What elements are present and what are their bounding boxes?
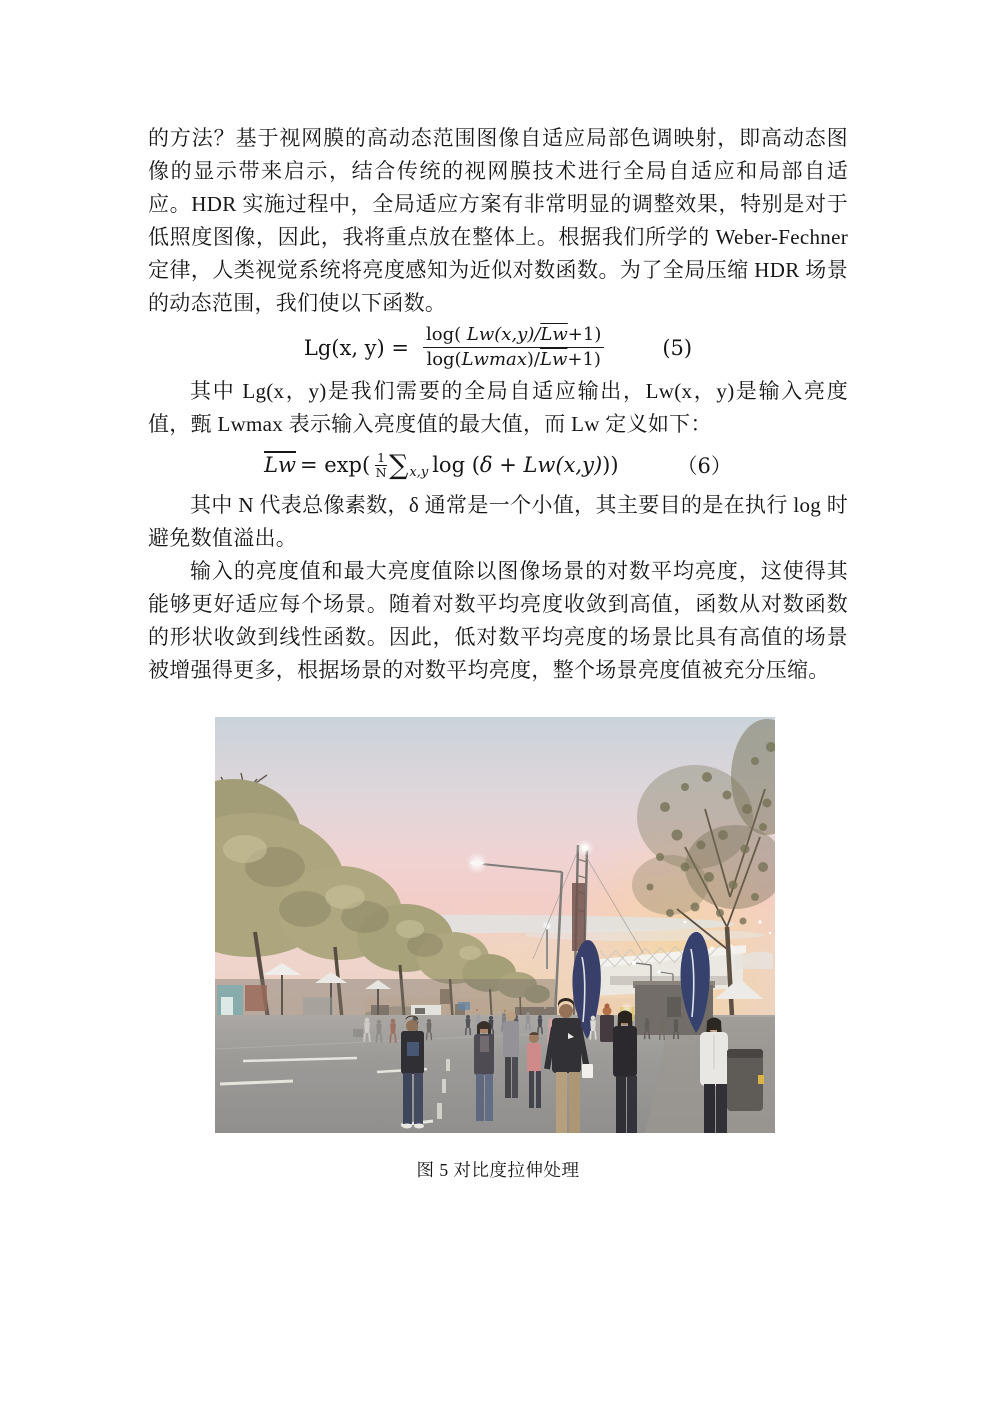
paragraph-3: 其中 N 代表总像素数，δ 通常是一个小值，其主要目的是在执行 log 时避免数值溢出。	[148, 493, 848, 550]
equation-5-body	[304, 324, 604, 372]
paragraph-2: 其中 Lg(x，y)是我们需要的全局自适应输出，Lw(x，y)是输入亮度值，甄 Lwmax 表示输入亮度值的最大值，而 Lw 定义如下：	[148, 379, 848, 436]
equation-6	[148, 441, 848, 489]
sigma-symbol: ∑	[389, 449, 409, 481]
haze-overlay	[215, 717, 775, 1133]
figure-photo	[215, 717, 775, 1133]
eq5-numerator: log( $Lw(x,y)/\overline{Lw}+1$)	[423, 324, 604, 349]
paragraph-1: 的方法？基于视网膜的高动态范围图像自适应局部色调映射，即高动态图像的显示带来启示，结合传统的视网膜技术进行全局自适应和局部自适应。HDR 实施过程中，全局适应方案有非常明显的调整效果，特别是对于低照度图像，因此，我将重点放在整体上。根据我们所学的 Weber-Fechner 定律，人类视觉系统将亮度感知为近似对数函数。为了全局压缩 HDR 场景的动态范围，我们使以下函数。	[148, 126, 848, 315]
paragraph-4: 输入的亮度值和最大亮度值除以图像场景的对数平均亮度，这使得其能够更好适应每个场景。随着对数平均亮度收敛到高值，函数从对数函数的形状收敛到线性函数。因此，低对数平均亮度的场景比具有高值的场景被增强得更多，根据场景的对数平均亮度，整个场景亮度值被充分压缩。	[148, 559, 848, 682]
eq6-number: （6）	[676, 454, 732, 478]
eq5-fraction	[423, 324, 604, 372]
street-dusk-photo	[215, 717, 775, 1133]
eq6-small-fraction: 1 N	[375, 450, 387, 480]
eq5-denominator: $\log(Lwmax)/\overline{Lw}+1$)	[426, 349, 601, 370]
figure-caption: 图 5 对比度拉伸处理	[416, 1160, 580, 1180]
page-content	[148, 122, 848, 1182]
equation-6-body: $\overline{Lw}$ = exp( 1 N ∑ x,y log ( δ + Lw(x,y) ))	[264, 449, 619, 481]
eq5-number: (5)	[662, 335, 693, 360]
equation-5	[148, 320, 848, 375]
eq5-lhs: Lg(x, y) =	[303, 335, 410, 360]
